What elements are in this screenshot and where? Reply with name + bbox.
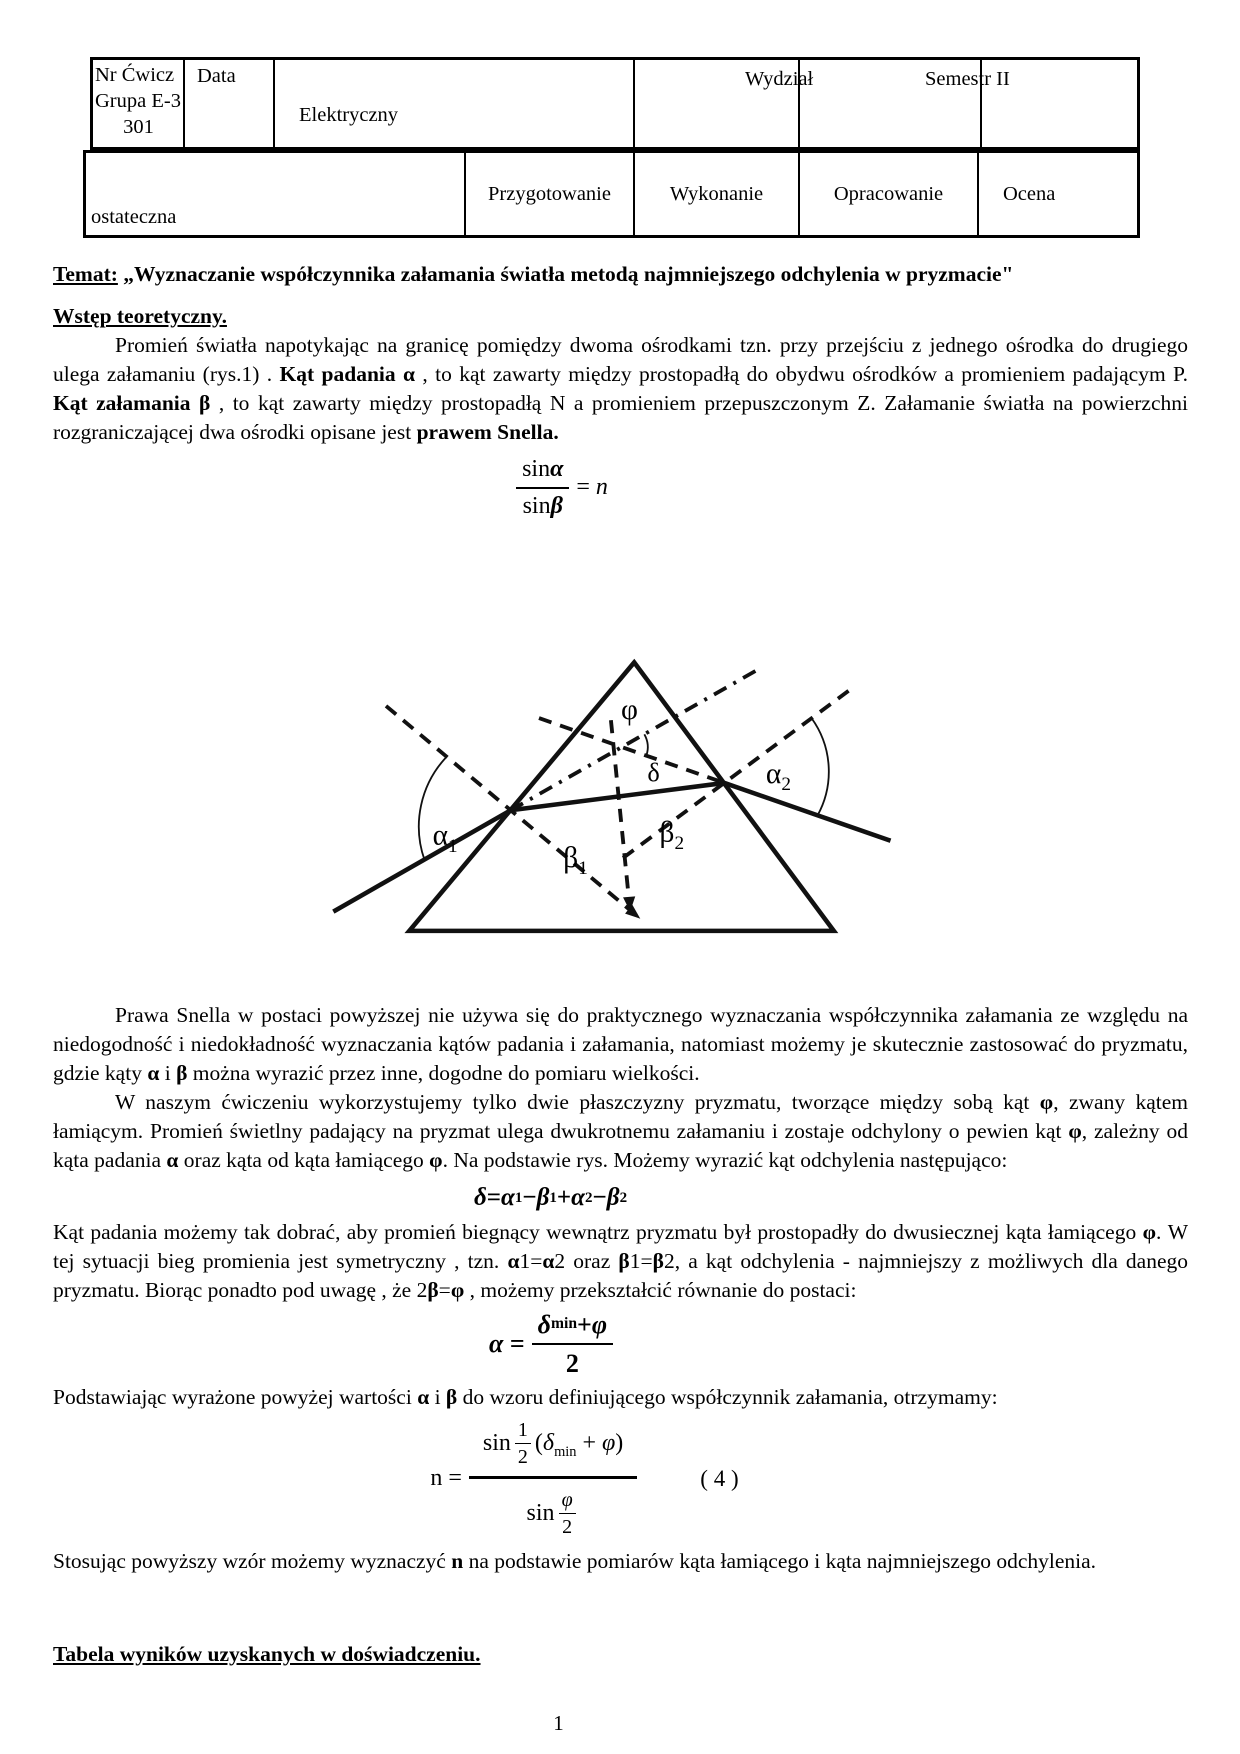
incident-ray	[333, 810, 510, 911]
paragraph-snell-limits: Prawa Snella w postaci powyższej nie używa się do praktycznego wyznaczania współczynnika załamania ze względu na niedogodność i niedokładność wyznaczania kątów padania i załamania, natomiast możemy je skutecznie zastosować do pryzmatu, gdzie kąty α i β można wyrazić przez inne, dogodne do pomiaru wielkości.	[53, 1002, 1188, 1085]
incident-ray-extension-dashdot	[511, 668, 760, 810]
paragraph-conclusion: Stosując powyższy wzór możemy wyznaczyć n na podstawie pomiarów kąta łamiącego i kąta najmniejszego odchylenia.	[53, 1548, 1097, 1573]
grupa-label: Grupa E-3	[95, 90, 181, 112]
normal-left-dashed	[386, 706, 640, 919]
delta-arc	[644, 734, 647, 755]
n-numerator: sin $\frac{1}{2}$ $(\delta_{min} + \varphi)$	[469, 1418, 637, 1479]
alpha1-label: $\alpha_1$	[432, 819, 458, 857]
alpha-min-numerator: δ min + φ	[532, 1309, 613, 1345]
prism-figure	[323, 555, 1188, 947]
formula-alpha-min	[0, 1309, 1122, 1379]
cell-opracowanie	[798, 153, 977, 235]
alpha2-label: $\alpha_2$	[765, 757, 791, 795]
cell-przygotowanie	[464, 153, 633, 235]
formula-snell-law	[0, 455, 1126, 521]
wydzial-label: Wydział	[745, 68, 814, 90]
phi-half-fraction: $\frac{\varphi}{2}$	[559, 1488, 576, 1539]
wykonanie-label: Wykonanie	[669, 183, 764, 205]
section-heading-tabela: Tabela wyników uzyskanych w doświadczeniu.	[53, 1641, 481, 1666]
ostateczna-label: ostateczna	[91, 206, 177, 228]
opracowanie-label: Opracowanie	[833, 183, 944, 205]
alpha-min-fraction	[532, 1309, 613, 1379]
semestr-label: Semestr II	[925, 68, 1010, 90]
cell-wykonanie	[633, 153, 798, 235]
cell-wydzial-value	[273, 60, 633, 147]
przygotowanie-label: Przygotowanie	[488, 183, 611, 205]
cell-data	[183, 60, 273, 147]
formula-deviation-angle: δ = α 1 − β 1 + α 2 − β 2	[473, 1183, 628, 1211]
alpha-min-lhs: α =	[488, 1329, 525, 1359]
paragraph-substitution: Podstawiając wyrażone powyżej wartości α i β do wzoru definiującego współczynnik załamania, otrzymamy:	[53, 1384, 998, 1409]
paragraph-snell-intro: Promień światła napotykając na granicę pomiędzy dwoma ośrodkami tzn. przy przejściu z jednego ośrodka do drugiego ulega załamaniu (rys.1) . Kąt padania α , to kąt zawarty między prostopadłą do obydwu ośrodków a promieniem padającym P. Kąt załamania β , to kąt zawarty między prostopadłą N a promieniem przepuszczonym Z. Załamanie światła na powierzchni rozgraniczającej dwa ośrodki opisane jest prawem Snella.	[53, 333, 1188, 444]
wydzial-value: Elektryczny	[299, 104, 399, 126]
section-heading-wstep: Wstęp teoretyczny.	[53, 304, 227, 328]
snell-rhs: = n	[576, 474, 608, 501]
nr-cwicz-label: Nr Ćwicz	[95, 64, 175, 86]
beta1-label: $\beta_1$	[563, 841, 588, 879]
data-label: Data	[197, 65, 236, 87]
prism-ray-diagram	[323, 555, 911, 942]
snell-fraction	[516, 455, 569, 521]
header-table-row-top	[90, 57, 1140, 150]
n-lhs: n =	[430, 1465, 462, 1492]
exit-ray	[724, 783, 890, 841]
delta-label: δ	[647, 757, 660, 787]
alpha2-arc	[812, 718, 829, 815]
cell-ocena-ostateczna	[86, 153, 464, 235]
ocena-label: Ocena	[1003, 183, 1056, 205]
header-table-row-bottom	[83, 150, 1140, 238]
beta2-label: $\beta_2$	[659, 816, 685, 854]
exit-ray-back-extension-dashed	[539, 718, 724, 783]
formula-refractive-index	[17, 1418, 1152, 1539]
phi-label: φ	[621, 693, 639, 726]
snell-denominator: sin β	[522, 492, 563, 519]
cell-ocena	[977, 153, 1137, 235]
cell-nr-cwicz	[93, 60, 183, 147]
page-number: 1	[553, 1710, 564, 1735]
n-denominator: sin $\frac{\varphi}{2}$	[527, 1479, 580, 1539]
header-table	[83, 57, 1188, 238]
group-number: 301	[123, 116, 154, 138]
one-half-fraction: $\frac{1}{2}$	[515, 1418, 531, 1469]
snell-numerator: sin α	[516, 455, 569, 489]
paragraph-prism-deviation: W naszym ćwiczeniu wykorzystujemy tylko dwie płaszczyzny pryzmatu, tworzące między sobą kąt φ, zwany kątem łamiącym. Promień świetlny padający na pryzmat ulega dwukrotnemu załamaniu i zostaje odchylony o pewien kąt φ, zależny od kąta padania α oraz kąta od kąta łamiącego φ. Na podstawie rys. Możemy wyrazić kąt odchylenia następująco:	[53, 1089, 1188, 1172]
equation-number: ( 4 )	[700, 1465, 739, 1491]
alpha-min-denominator: 2	[565, 1348, 579, 1378]
document-title: Temat: „Wyznaczanie współczynnika załamania światła metodą najmniejszego odchylenia w pryzmacie"	[53, 262, 1014, 286]
paragraph-symmetric-path: Kąt padania możemy tak dobrać, aby promień biegnący wewnątrz pryzmatu był prostopadły do dwusiecznej kąta łamiącego φ. W tej sytuacji bieg promienia jest symetryczny , tzn. α1=α2 oraz β1=β2, a kąt odchylenia - najmniejszy z możliwych dla danego pryzmatu. Biorąc ponadto pod uwagę , że 2β=φ , możemy przekształcić równanie do postaci:	[53, 1219, 1188, 1302]
n-fraction	[469, 1418, 637, 1539]
